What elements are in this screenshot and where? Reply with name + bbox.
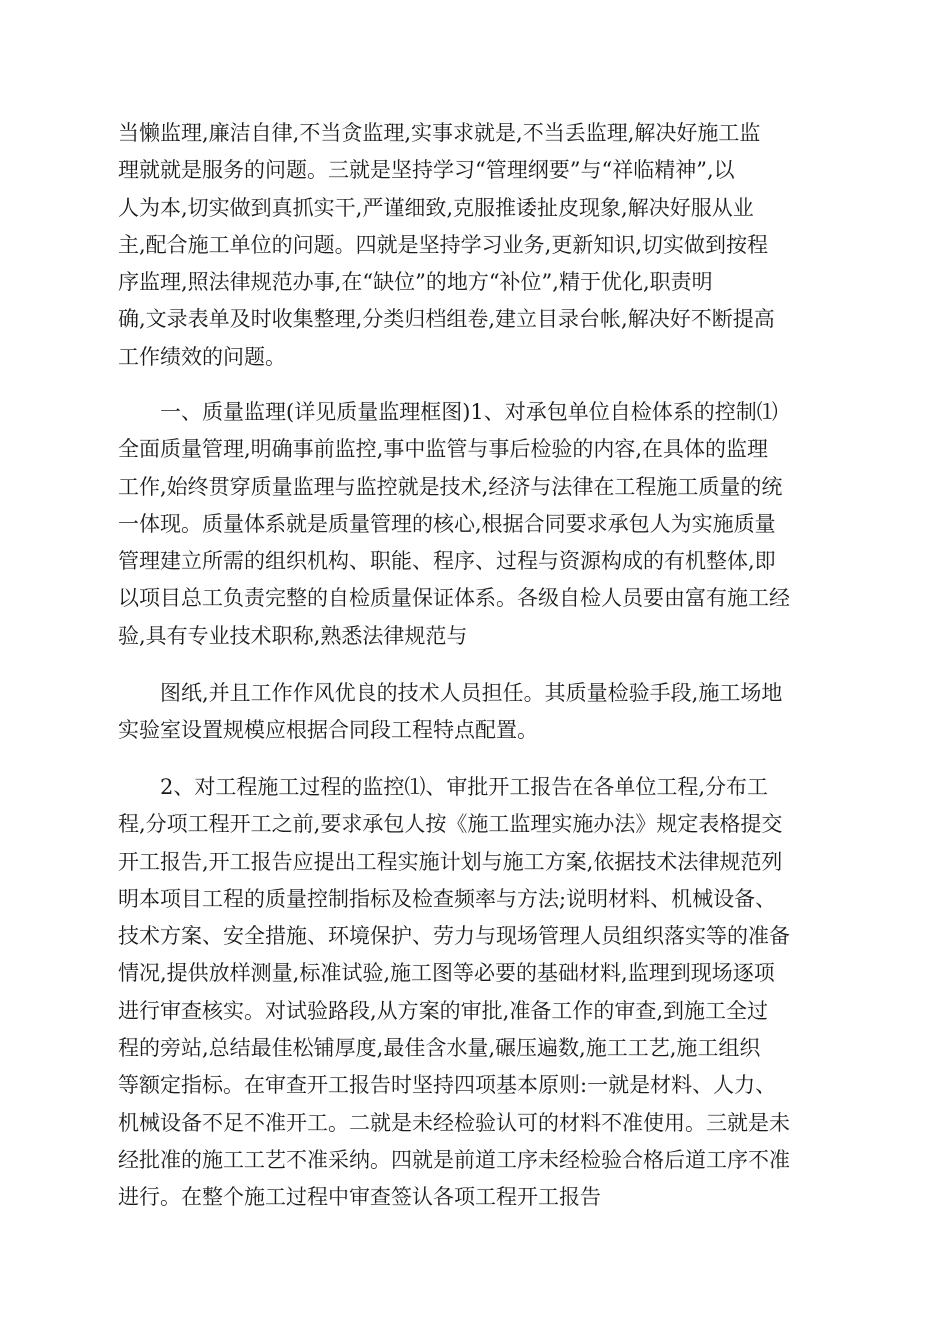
text-line: 图纸,并且工作作风优良的技术人员担任。其质量检验手段,施工场地 <box>160 681 783 705</box>
text-line: 机械设备不足不准开工。二就是未经检验认可的材料不准使用。三就是未 <box>118 1110 790 1135</box>
text-line: 2、对工程施工过程的监控⑴、审批开工报告在各单位工程,分布工 <box>160 775 769 799</box>
paragraph-quality-supervision <box>118 394 838 655</box>
text-line: 当懒监理,廉洁自律,不当贪监理,实事求就是,不当丢监理,解决好施工监 <box>118 121 761 145</box>
text-line: 等额定指标。在审查开工报告时坚持四项基本原则:一就是材料、人力、 <box>118 1073 777 1098</box>
paragraph-work-principles <box>118 115 838 376</box>
text-line: 确,文录表单及时收集整理,分类归档组卷,建立目录台帐,解决好不断提高 <box>118 307 775 332</box>
paragraph-drawings-personnel <box>118 675 838 750</box>
text-line: 一、质量监理(详见质量监理框图)1、对承包单位自检体系的控制⑴ <box>160 400 778 424</box>
text-line: 主,配合施工单位的问题。四就是坚持学习业务,更新知识,切实做到按程 <box>118 232 769 257</box>
text-line: 序监理,照法律规范办事,在“缺位”的地方“补位”,精于优化,职责明 <box>118 270 713 295</box>
text-line: 工作,始终贯穿质量监理与监控就是技术,经济与法律在工程施工质量的统 <box>118 474 783 499</box>
text-line: 开工报告,开工报告应提出工程实施计划与施工方案,依据技术法律规范列 <box>118 849 783 874</box>
text-line: 人为本,切实做到真抓实干,严谨细致,克服推诿扯皮现象,解决好服从业 <box>118 195 754 220</box>
text-line: 技术方案、安全措施、环境保护、劳力与现场管理人员组织落实等的准备 <box>118 924 790 949</box>
text-line: 实验室设置规模应根据合同段工程特点配置。 <box>118 718 538 743</box>
text-line: 管理建立所需的组织机构、职能、程序、过程与资源构成的有机整体,即 <box>118 549 776 574</box>
text-line: 进行。在整个施工过程中审查签认各项工程开工报告 <box>118 1185 601 1210</box>
text-line: 程,分项工程开工之前,要求承包人按《施工监理实施办法》规定表格提交 <box>118 812 783 837</box>
text-line: 进行审查核实。对试验路段,从方案的审批,准备工作的审查,到施工全过 <box>118 998 769 1023</box>
text-line: 经批准的施工工艺不准采纳。四就是前道工序未经检验合格后道工序不准 <box>118 1147 790 1172</box>
text-line: 全面质量管理,明确事前监控,事中监管与事后检验的内容,在具体的监理 <box>118 437 769 462</box>
text-line: 一体现。质量体系就是质量管理的核心,根据合同要求承包人为实施质量 <box>118 511 776 536</box>
text-line: 工作绩效的问题。 <box>118 344 286 369</box>
text-line: 程的旁站,总结最佳松铺厚度,最佳含水量,碾压遍数,施工工艺,施工组织 <box>118 1036 761 1061</box>
paragraph-construction-process-monitoring <box>118 769 838 1217</box>
text-line: 明本项目工程的质量控制指标及检查频率与方法;说明材料、机械设备、 <box>118 886 777 911</box>
text-line: 验,具有专业技术职称,熟悉法律规范与 <box>118 623 468 648</box>
text-line: 以项目总工负责完整的自检质量保证体系。各级自检人员要由富有施工经 <box>118 586 790 611</box>
text-line: 理就就是服务的问题。三就是坚持学习“管理纲要”与“祥临精神”,以 <box>118 158 735 183</box>
text-line: 情况,提供放样测量,标准试验,施工图等必要的基础材料,监理到现场逐项 <box>118 961 775 986</box>
